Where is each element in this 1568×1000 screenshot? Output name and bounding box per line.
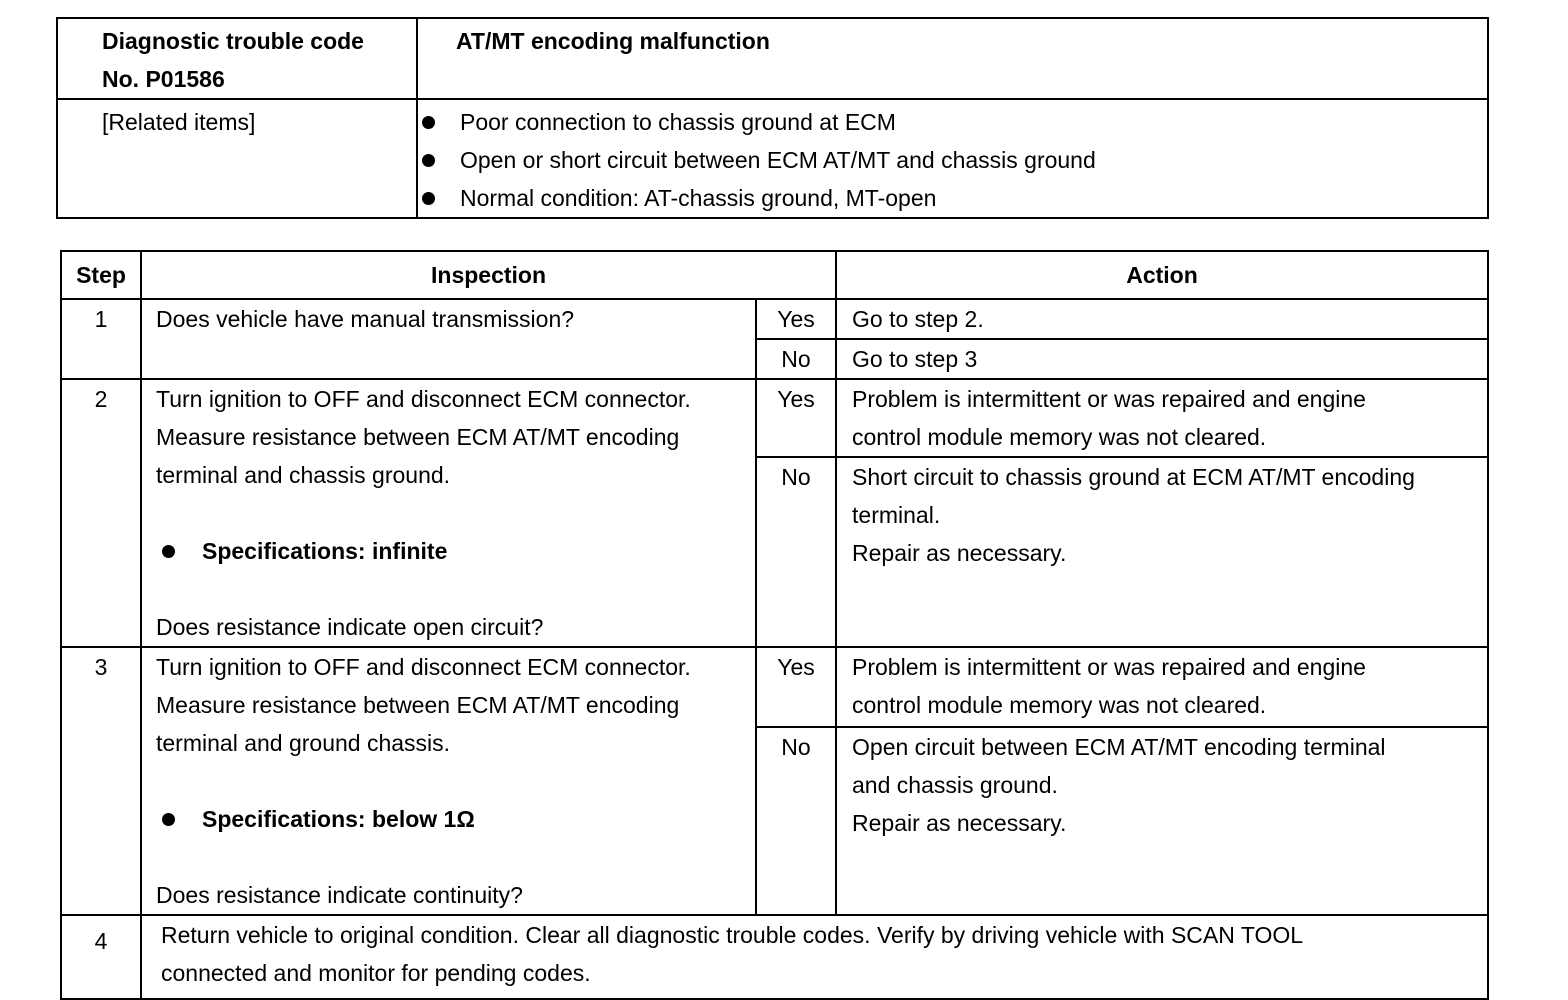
related-items-cell xyxy=(417,99,1488,218)
step-question: Does resistance indicate open circuit? xyxy=(156,614,544,640)
yes-label: Yes xyxy=(756,379,836,457)
col-header-step: Step xyxy=(61,251,141,299)
related-items-label: [Related items] xyxy=(102,109,256,135)
dtc-title-cell xyxy=(417,18,1488,99)
related-item: Normal condition: AT-chassis ground, MT-open xyxy=(418,179,1487,217)
no-label: No xyxy=(756,727,836,915)
step-inspection: Turn ignition to OFF and disconnect ECM connector. Measure resistance between ECM AT/MT encoding terminal and chassis ground. Specifications: infinite Does resistance indicate open circuit? xyxy=(141,379,756,647)
step-row xyxy=(61,647,1488,727)
step-number: 3 xyxy=(61,647,141,915)
yes-label: Yes xyxy=(756,299,836,339)
specification: Specifications: infinite xyxy=(156,532,749,570)
no-action: Go to step 3 xyxy=(836,339,1488,379)
step-number: 1 xyxy=(61,299,141,379)
no-label: No xyxy=(756,339,836,379)
step-row xyxy=(61,299,1488,339)
step-inspection: Does vehicle have manual transmission? xyxy=(141,299,756,379)
step-number: 2 xyxy=(61,379,141,647)
bullet-icon xyxy=(422,154,435,167)
step-number: 4 xyxy=(61,915,141,999)
dtc-title: AT/MT encoding malfunction xyxy=(456,28,770,54)
step-row xyxy=(61,915,1488,999)
related-item: Poor connection to chassis ground at ECM xyxy=(418,103,1487,141)
col-header-action: Action xyxy=(836,251,1488,299)
no-action: Short circuit to chassis ground at ECM AT/MT encoding terminal. Repair as necessary. xyxy=(836,457,1488,647)
yes-label: Yes xyxy=(756,647,836,727)
dtc-header-table xyxy=(56,17,1489,219)
step-inspection: Return vehicle to original condition. Clear all diagnostic trouble codes. Verify by driving vehicle with SCAN TOOL connected and monitor for pending codes. xyxy=(141,915,1488,999)
dtc-code-label-line1: Diagnostic trouble code xyxy=(102,28,364,54)
yes-action: Go to step 2. xyxy=(836,299,1488,339)
step-row xyxy=(61,379,1488,457)
step-inspection: Turn ignition to OFF and disconnect ECM connector. Measure resistance between ECM AT/MT encoding terminal and ground chassis. Specifications: below 1Ω Does resistance indicate continuity? xyxy=(141,647,756,915)
dtc-code-number: No. P01586 xyxy=(102,66,225,92)
col-header-inspection: Inspection xyxy=(141,251,836,299)
bullet-icon xyxy=(422,192,435,205)
bullet-icon xyxy=(162,813,175,826)
related-items-list xyxy=(418,103,1487,217)
bullet-icon xyxy=(422,116,435,129)
dtc-code-label-cell xyxy=(57,18,417,99)
diagnostic-steps-table xyxy=(60,250,1489,1000)
step-question: Does resistance indicate continuity? xyxy=(156,882,523,908)
no-action: Open circuit between ECM AT/MT encoding terminal and chassis ground. Repair as necessary. xyxy=(836,727,1488,915)
no-label: No xyxy=(756,457,836,647)
bullet-icon xyxy=(162,545,175,558)
yes-action: Problem is intermittent or was repaired and engine control module memory was not cleared. xyxy=(836,647,1488,727)
related-items-label-cell xyxy=(57,99,417,218)
specification: Specifications: below 1Ω xyxy=(156,800,749,838)
yes-action: Problem is intermittent or was repaired and engine control module memory was not cleared. xyxy=(836,379,1488,457)
related-item: Open or short circuit between ECM AT/MT and chassis ground xyxy=(418,141,1487,179)
